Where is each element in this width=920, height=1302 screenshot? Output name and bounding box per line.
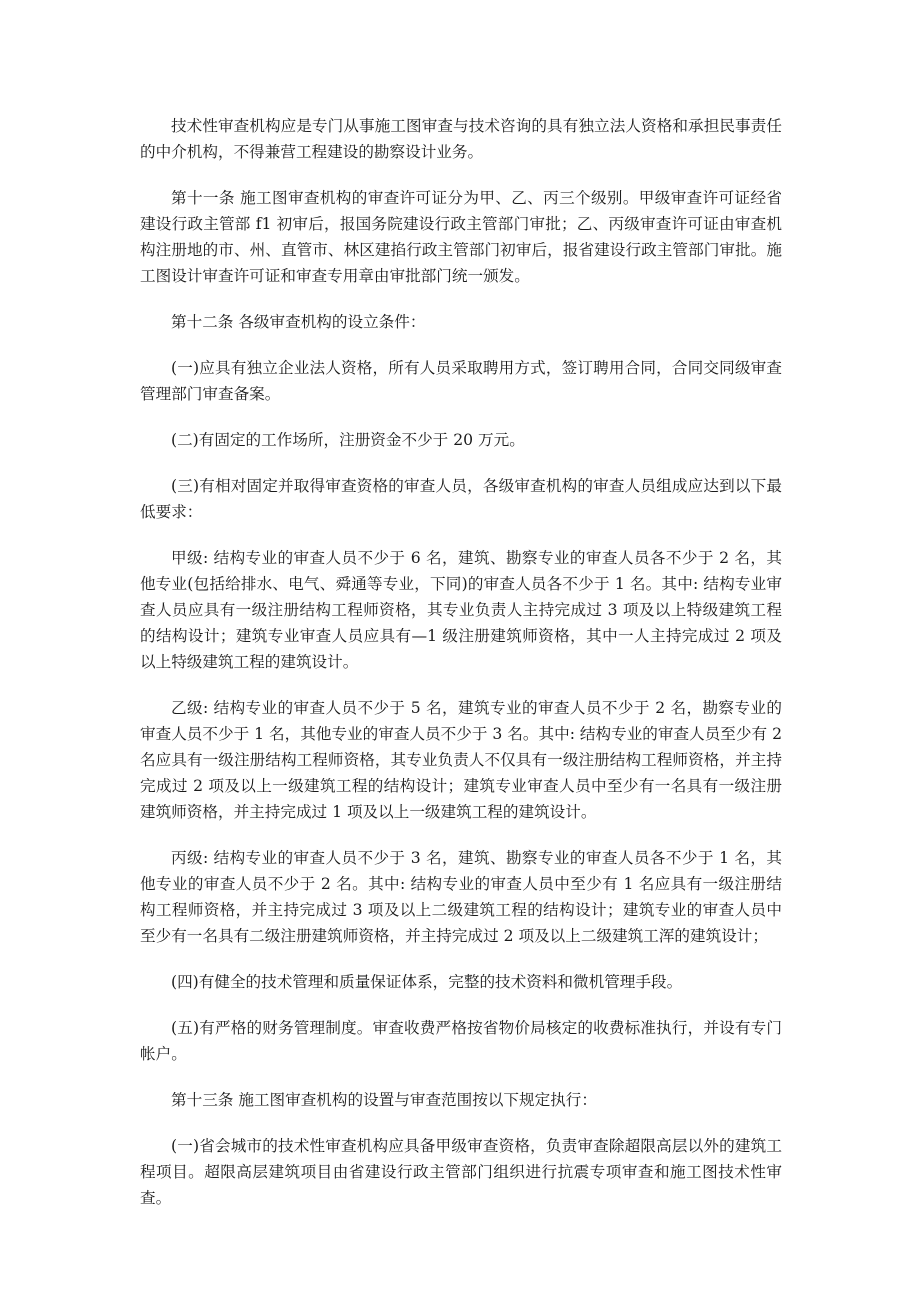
paragraph-grade-b: 乙级: 结构专业的审查人员不少于 5 名，建筑专业的审查人员不少于 2 名，勘察专业的审查人员不少于 1 名，其他专业的审查人员不少于 3 名。其中: 结构专业的审查人员至少有 2 名应具有一级注册结构工程师资格，其专业负责人不仅具有一级注册结构工程师资格，并主持完成过 2 项及以上一级建筑工程的结构设计；建筑专业审查人员中至少有一名具有一级注册建筑师资格，并主持完成过 1 项及以上一级建筑工程的建筑设计。 xyxy=(140,699,782,821)
paragraph-article-12-heading: 第十二条 各级审查机构的设立条件： xyxy=(171,313,426,331)
paragraph-article-11: 第十一条 施工图审查机构的审查许可证分为甲、乙、丙三个级别。甲级审查许可证经省建设行政主管部 f1 初审后，报国务院建设行政主管部门审批；乙、丙级审查许可证由审查机构注册地的市、州、直管市、林区建掐行政主管部门初审后，报省建设行政主管部门审批。施工图设计审查许可证和审查专用章由审批部门统一颁发。 xyxy=(140,189,782,285)
paragraph-condition-2: (二)有固定的工作场所，注册资金不少于 20 万元。 xyxy=(171,431,525,449)
paragraph-condition-5: (五)有严格的财务管理制度。审查收费严格按省物价局核定的收费标准执行，并设有专门帐户。 xyxy=(140,1019,782,1063)
paragraph-condition-4: (四)有健全的技术管理和质量保证体系，完整的技术资料和微机管理手段。 xyxy=(171,973,683,991)
paragraph-article-13-item-1: (一)省会城市的技术性审查机构应具备甲级审查资格，负责审查除超限高层以外的建筑工程项目。超限高层建筑项目由省建设行政主管部门组织进行抗震专项审查和施工图技术性审查。 xyxy=(140,1137,782,1207)
paragraph-article-13-heading: 第十三条 施工图审查机构的设置与审查范围按以下规定执行： xyxy=(171,1091,597,1109)
paragraph-condition-3: (三)有相对固定并取得审查资格的审查人员，各级审查机构的审查人员组成应达到以下最低要求： xyxy=(140,477,782,521)
document-page xyxy=(140,113,782,1231)
paragraph-grade-a: 甲级: 结构专业的审查人员不少于 6 名，建筑、勘察专业的审查人员各不少于 2 名，其他专业(包括给排水、电气、舜通等专业，下同)的审查人员各不少于 1 名。其中: 结构专业审查人员应具有一级注册结构工程师资格，其专业负责人主持完成过 3 项及以上特级建筑工程的结构设计；建筑专业审查人员应具有—1 级注册建筑师资格，其中一人主持完成过 2 项及以上特级建筑工程的建筑设计。 xyxy=(140,549,782,671)
paragraph-grade-c: 丙级: 结构专业的审查人员不少于 3 名，建筑、勘察专业的审查人员各不少于 1 名，其他专业的审查人员不少于 2 名。其中: 结构专业的审查人员中至少有 1 名应具有一级注册结构工程师资格，并主持完成过 3 项及以上二级建筑工程的结构设计；建筑专业的审查人员中至少有一名具有二级注册建筑师资格，并主持完成过 2 项及以上二级建筑工浑的建筑设计； xyxy=(140,849,782,945)
paragraph-review-agency-definition: 技术性审查机构应是专门从事施工图审查与技术咨询的具有独立法人资格和承担民事责任的中介机构，不得兼营工程建设的勘察设计业务。 xyxy=(140,117,782,161)
paragraph-condition-1: (一)应具有独立企业法人资格，所有人员采取聘用方式，签订聘用合同，合同交同级审查管理部门审查备案。 xyxy=(140,359,782,403)
